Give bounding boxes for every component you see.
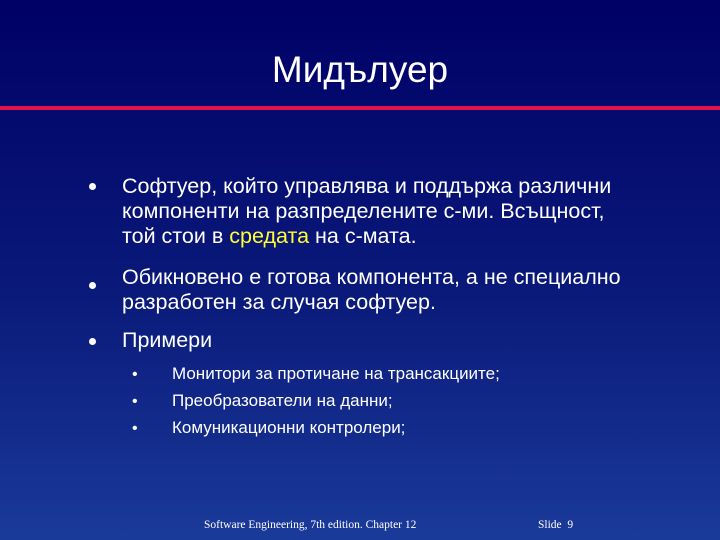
sub-bullet-1: Монитори за протичане на трансакциите; xyxy=(172,364,500,383)
bullet-1-line-1: Софтуер, който управлява и поддържа различни xyxy=(122,174,612,198)
slide-title: Мидълуер xyxy=(271,49,449,90)
slide-number: 9 xyxy=(567,519,574,531)
bullet-2-line-1: Обикновено е готова компонента, а не специално xyxy=(122,265,621,289)
bullet-1-line-2: компоненти на разпределените с-ми. Всъщност, xyxy=(122,199,605,223)
sub-bullet-marker: • xyxy=(132,366,138,383)
bullet-dot xyxy=(89,183,96,190)
sub-bullet-3: Комуникационни контролери; xyxy=(172,418,406,437)
bullet-3-line-1: Примери xyxy=(122,328,213,352)
bullet-1-line-3-start: той стои в xyxy=(122,224,230,248)
bullet-1 xyxy=(122,174,702,249)
footer-slide-number xyxy=(538,518,573,532)
bullet-dot xyxy=(89,338,96,345)
bullet-dot xyxy=(89,282,96,289)
bullet-2-line-2: разработен за случая софтуер. xyxy=(122,290,436,314)
footer-book-title: Software Engineering, 7th edition. Chapter 12 xyxy=(204,519,417,531)
title-divider xyxy=(0,106,720,110)
bullet-3 xyxy=(122,328,702,353)
slide-label: Slide xyxy=(538,519,562,531)
highlighted-word: средата xyxy=(229,224,310,248)
bullet-2 xyxy=(122,265,702,315)
sub-bullet-2: Преобразователи на данни; xyxy=(172,391,393,410)
bullet-1-line-3 xyxy=(122,224,702,249)
sub-bullet-marker: • xyxy=(132,393,138,410)
sub-bullet-marker: • xyxy=(132,420,138,437)
bullet-1-line-3-end: на с-мата. xyxy=(309,224,417,248)
